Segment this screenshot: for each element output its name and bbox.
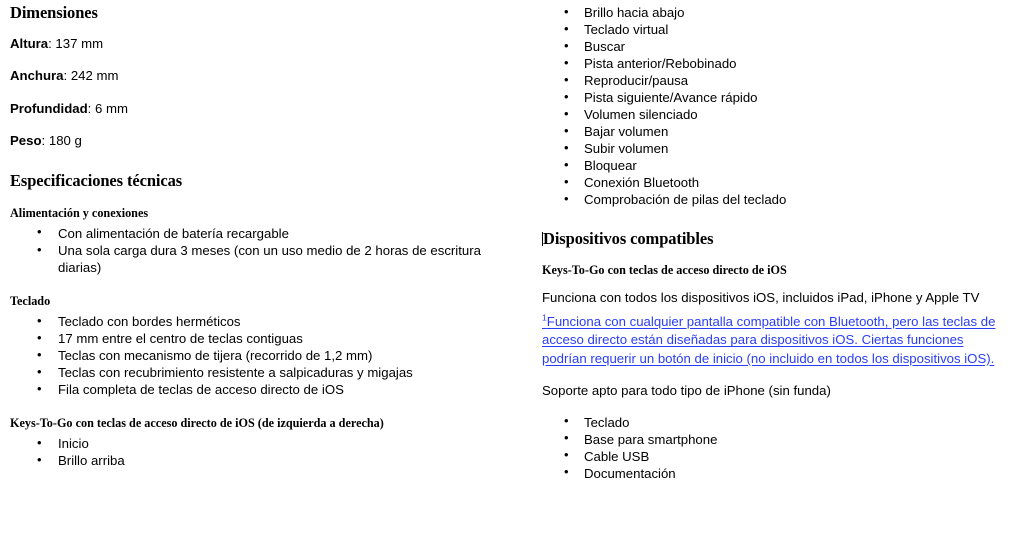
list-item: • Teclas con recubrimiento resistente a salpicaduras y migajas [10, 364, 498, 381]
list-item: • Reproducir/pausa [542, 72, 1010, 89]
footnote-marker: 1 [542, 312, 547, 323]
list-item: • Brillo hacia abajo [542, 4, 1010, 21]
spec-profundidad-label: Profundidad [10, 100, 88, 116]
list-item: • Bajar volumen [542, 123, 1010, 140]
spec-anchura-label: Anchura [10, 68, 64, 84]
spec-anchura-value: : 242 mm [63, 68, 119, 84]
list-item: • Bloquear [542, 157, 1010, 174]
list-item: • Pista siguiente/Avance rápido [542, 89, 1010, 106]
footnote-hyperlink-paragraph [542, 313, 1010, 368]
spec-peso [10, 133, 498, 150]
list-teclado [10, 313, 498, 398]
list-alimentacion-conexiones [10, 225, 498, 276]
subheading-alimentacion-conexiones: Alimentación y conexiones [10, 205, 149, 220]
subheading-teclado: Teclado [10, 294, 51, 309]
list-item: • Pista anterior/Rebobinado [542, 55, 1010, 72]
list-item: • Teclas con mecanismo de tijera (recorrido de 1,2 mm) [10, 347, 498, 364]
spec-altura [10, 36, 498, 53]
spec-anchura [10, 68, 498, 85]
left-column [0, 0, 512, 469]
spec-profundidad-value: : 6 mm [87, 100, 128, 116]
list-item: • Inicio [10, 435, 498, 452]
list-item: • Teclado virtual [542, 21, 1010, 38]
list-item: • Cable USB [542, 448, 1010, 465]
list-item: • Una sola carga dura 3 meses (con un uso medio de 2 horas de escritura diarias) [10, 242, 498, 276]
list-item: • Buscar [542, 38, 1010, 55]
heading-especificaciones-tecnicas: Especificaciones técnicas [10, 170, 183, 190]
list-item: • Conexión Bluetooth [542, 174, 1010, 191]
list-item: • Volumen silenciado [542, 106, 1010, 123]
heading-dispositivos-compatibles [542, 230, 1010, 249]
list-shortcut-keys-continued [542, 4, 1010, 208]
list-box-contents [542, 414, 1010, 482]
spec-peso-label: Peso [10, 133, 42, 149]
bluetooth-compatibility-link[interactable] [542, 314, 995, 365]
list-item: • Teclado [542, 414, 1010, 431]
hyperlink-text: Funciona con cualquier pantalla compatible con Bluetooth, pero las teclas de acceso directo están diseñadas para dispositivos iOS. Ciertas funciones podrían requerir un botón de inicio (no incluido en todos los dispositivos iOS). [542, 314, 996, 366]
list-item: • Subir volumen [542, 140, 1010, 157]
paragraph-works-with-ios: Funciona con todos los dispositivos iOS, incluidos iPad, iPhone y Apple TV [542, 290, 980, 306]
list-item: • Comprobación de pilas del teclado [542, 191, 1010, 208]
list-item: • Teclado con bordes herméticos [10, 313, 498, 330]
list-item: • Documentación [542, 465, 1010, 482]
spec-profundidad [10, 101, 498, 118]
list-item: • Con alimentación de batería recargable [10, 225, 498, 242]
list-item: • Fila completa de teclas de acceso directo de iOS [10, 381, 498, 398]
heading-dimensiones: Dimensiones [10, 3, 98, 22]
heading-dispositivos-compatibles-label: Dispositivos compatibles [543, 229, 714, 249]
right-column [512, 0, 1024, 482]
subheading-keys-to-go-shortcuts: Keys-To-Go con teclas de acceso directo de iOS (de izquierda a derecha) [10, 416, 384, 431]
list-item: • Base para smartphone [542, 431, 1010, 448]
paragraph-iphone-stand: Soporte apto para todo tipo de iPhone (sin funda) [542, 382, 831, 398]
spec-altura-label: Altura [10, 35, 49, 51]
list-item: • 17 mm entre el centro de teclas contiguas [10, 330, 498, 347]
subheading-keys-to-go-ios: Keys-To-Go con teclas de acceso directo de iOS [542, 263, 787, 278]
list-item: • Brillo arriba [10, 452, 498, 469]
spec-peso-value: : 180 g [41, 133, 82, 149]
list-shortcut-keys-start [10, 435, 498, 469]
spec-altura-value: : 137 mm [48, 35, 104, 51]
